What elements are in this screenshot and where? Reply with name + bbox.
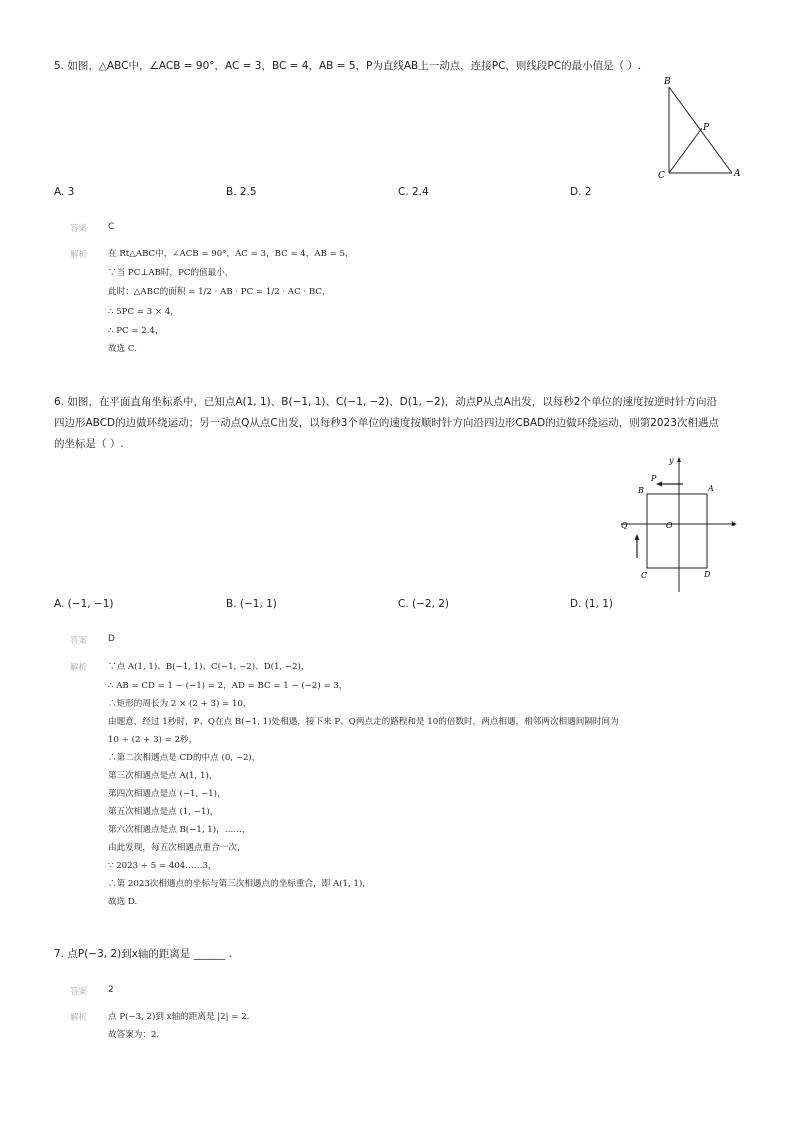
q6-solution-line: 第四次相遇点是点 (−1, −1)， — [108, 789, 226, 799]
segment-pc — [669, 128, 702, 173]
q7-solution-tag: 解析 — [70, 1013, 88, 1023]
label-y: y — [669, 456, 674, 465]
q6-solution-line: 第六次相遇点是点 B(−1, 1)，……， — [108, 825, 251, 835]
label-c: C — [658, 171, 665, 181]
q5-option-d: D. 2 — [570, 186, 592, 198]
q5-answer-tag: 答案 — [70, 224, 88, 234]
q6-solution-line: 由此发现，每五次相遇点重合一次， — [108, 843, 246, 853]
q5-triangle-figure — [652, 74, 744, 184]
q6-answer-tag: 答案 — [70, 636, 88, 646]
q5-solution-tag: 解析 — [70, 250, 88, 260]
q7-solution-line: 点 P(−3, 2)到 x轴的距离是 |2| = 2. — [108, 1012, 250, 1022]
q6-coordinate-figure — [618, 452, 744, 594]
q6-solution-line: 故选 D. — [108, 897, 138, 907]
q6-stem-line: 四边形ABCD的边做环绕运动；另一动点Q从点C出发，以每秒3个单位的速度按顺时针方向沿四边形CBAD的边做环绕运动，则第2023次相遇点 — [54, 417, 719, 429]
q6-solution-line: ∴ AB = CD = 1 − (−1) = 2，AD = BC = 1 − (−2) = 3， — [108, 681, 348, 691]
q5-option-c: C. 2.4 — [398, 186, 429, 198]
label-p: P — [651, 474, 657, 483]
q6-solution-tag: 解析 — [70, 663, 88, 673]
q5-stem: 5. 如图，△ABC中，∠ACB = 90°，AC = 3，BC = 4，AB = 5，P为直线AB上一动点，连接PC，则线段PC的最小值是（ ）. — [54, 60, 642, 72]
q5-solution-line: 在 Rt△ABC中，∠ACB = 90°，AC = 3，BC = 4，AB = 5， — [108, 249, 354, 259]
label-c: C — [641, 571, 648, 580]
q7-answer: 2 — [108, 985, 114, 995]
label-d: D — [704, 570, 711, 579]
label-a: A — [708, 484, 714, 493]
q5-option-b: B. 2.5 — [226, 186, 257, 198]
q6-solution-line: ∴矩形的周长为 2 × (2 + 3) = 10， — [108, 699, 252, 709]
q6-stem-line: 的坐标是（ ）. — [54, 438, 124, 450]
label-b: B — [638, 486, 644, 495]
q6-option-c: C. (−2, 2) — [398, 598, 450, 610]
q7-solution-line: 故答案为：2. — [108, 1030, 160, 1040]
y-axis-arrow — [677, 457, 681, 462]
label-b: B — [664, 77, 671, 87]
q6-solution-line: 10 ÷ (2 + 3) = 2秒， — [108, 735, 198, 745]
q6-option-a: A. (−1, −1) — [54, 598, 114, 610]
rectangle-abcd — [647, 494, 707, 568]
label-q: Q — [621, 521, 628, 530]
q6-solution-line: ∵点 A(1, 1)、B(−1, 1)、C(−1, −2)、D(1, −2)， — [108, 662, 310, 672]
q5-answer: C — [108, 222, 115, 232]
q7-stem: 7. 点P(−3, 2)到x轴的距离是 ______ . — [54, 948, 232, 960]
q6-solution-line: 第三次相遇点是点 A(1, 1)， — [108, 771, 218, 781]
q6-stem-line: 6. 如图，在平面直角坐标系中，已知点A(1, 1)、B(−1, 1)、C(−1, −2)、D(1, −2)，动点P从点A出发，以每秒2个单位的速度按逆时针方向沿 — [54, 396, 717, 408]
q6-solution-line: 第五次相遇点是点 (1, −1)， — [108, 807, 219, 817]
q6-option-b: B. (−1, 1) — [226, 598, 277, 610]
label-a: A — [734, 169, 741, 179]
q6-solution-line: ∴第 2023次相遇点的坐标与第三次相遇点的坐标重合，即 A(1, 1)， — [108, 879, 371, 889]
q6-answer: D — [108, 634, 115, 644]
q6-solution-line: 由题意，经过 1秒时，P、Q在点 B(−1, 1)处相遇，接下来 P、Q两点走的路程和是 10的倍数时，两点相遇，相邻两次相遇间隔时间为 — [108, 717, 619, 727]
q-arrow-head — [635, 534, 640, 540]
q5-solution-line: ∴ 5PC = 3 × 4， — [108, 307, 179, 317]
q5-solution-line: ∴ PC = 2.4， — [108, 326, 164, 336]
q5-solution-line: 故选 C. — [108, 344, 137, 354]
label-p: P — [703, 123, 710, 133]
q7-answer-tag: 答案 — [70, 987, 88, 997]
p-arrow-head — [656, 482, 662, 487]
q6-option-d: D. (1, 1) — [570, 598, 613, 610]
label-x: x — [731, 519, 736, 528]
label-o: O — [666, 521, 673, 530]
q6-solution-line: ∴第二次相遇点是 CD的中点 (0, −2)， — [108, 753, 261, 763]
q6-solution-line: ∵ 2023 ÷ 5 = 404……3， — [108, 861, 217, 871]
q5-option-a: A. 3 — [54, 186, 75, 198]
q5-solution-line: ∵当 PC⊥AB时，PC的值最小， — [108, 268, 234, 278]
q5-solution-line: 此时：△ABC的面积 = 1/2 · AB · PC = 1/2 · AC · BC， — [108, 287, 331, 297]
